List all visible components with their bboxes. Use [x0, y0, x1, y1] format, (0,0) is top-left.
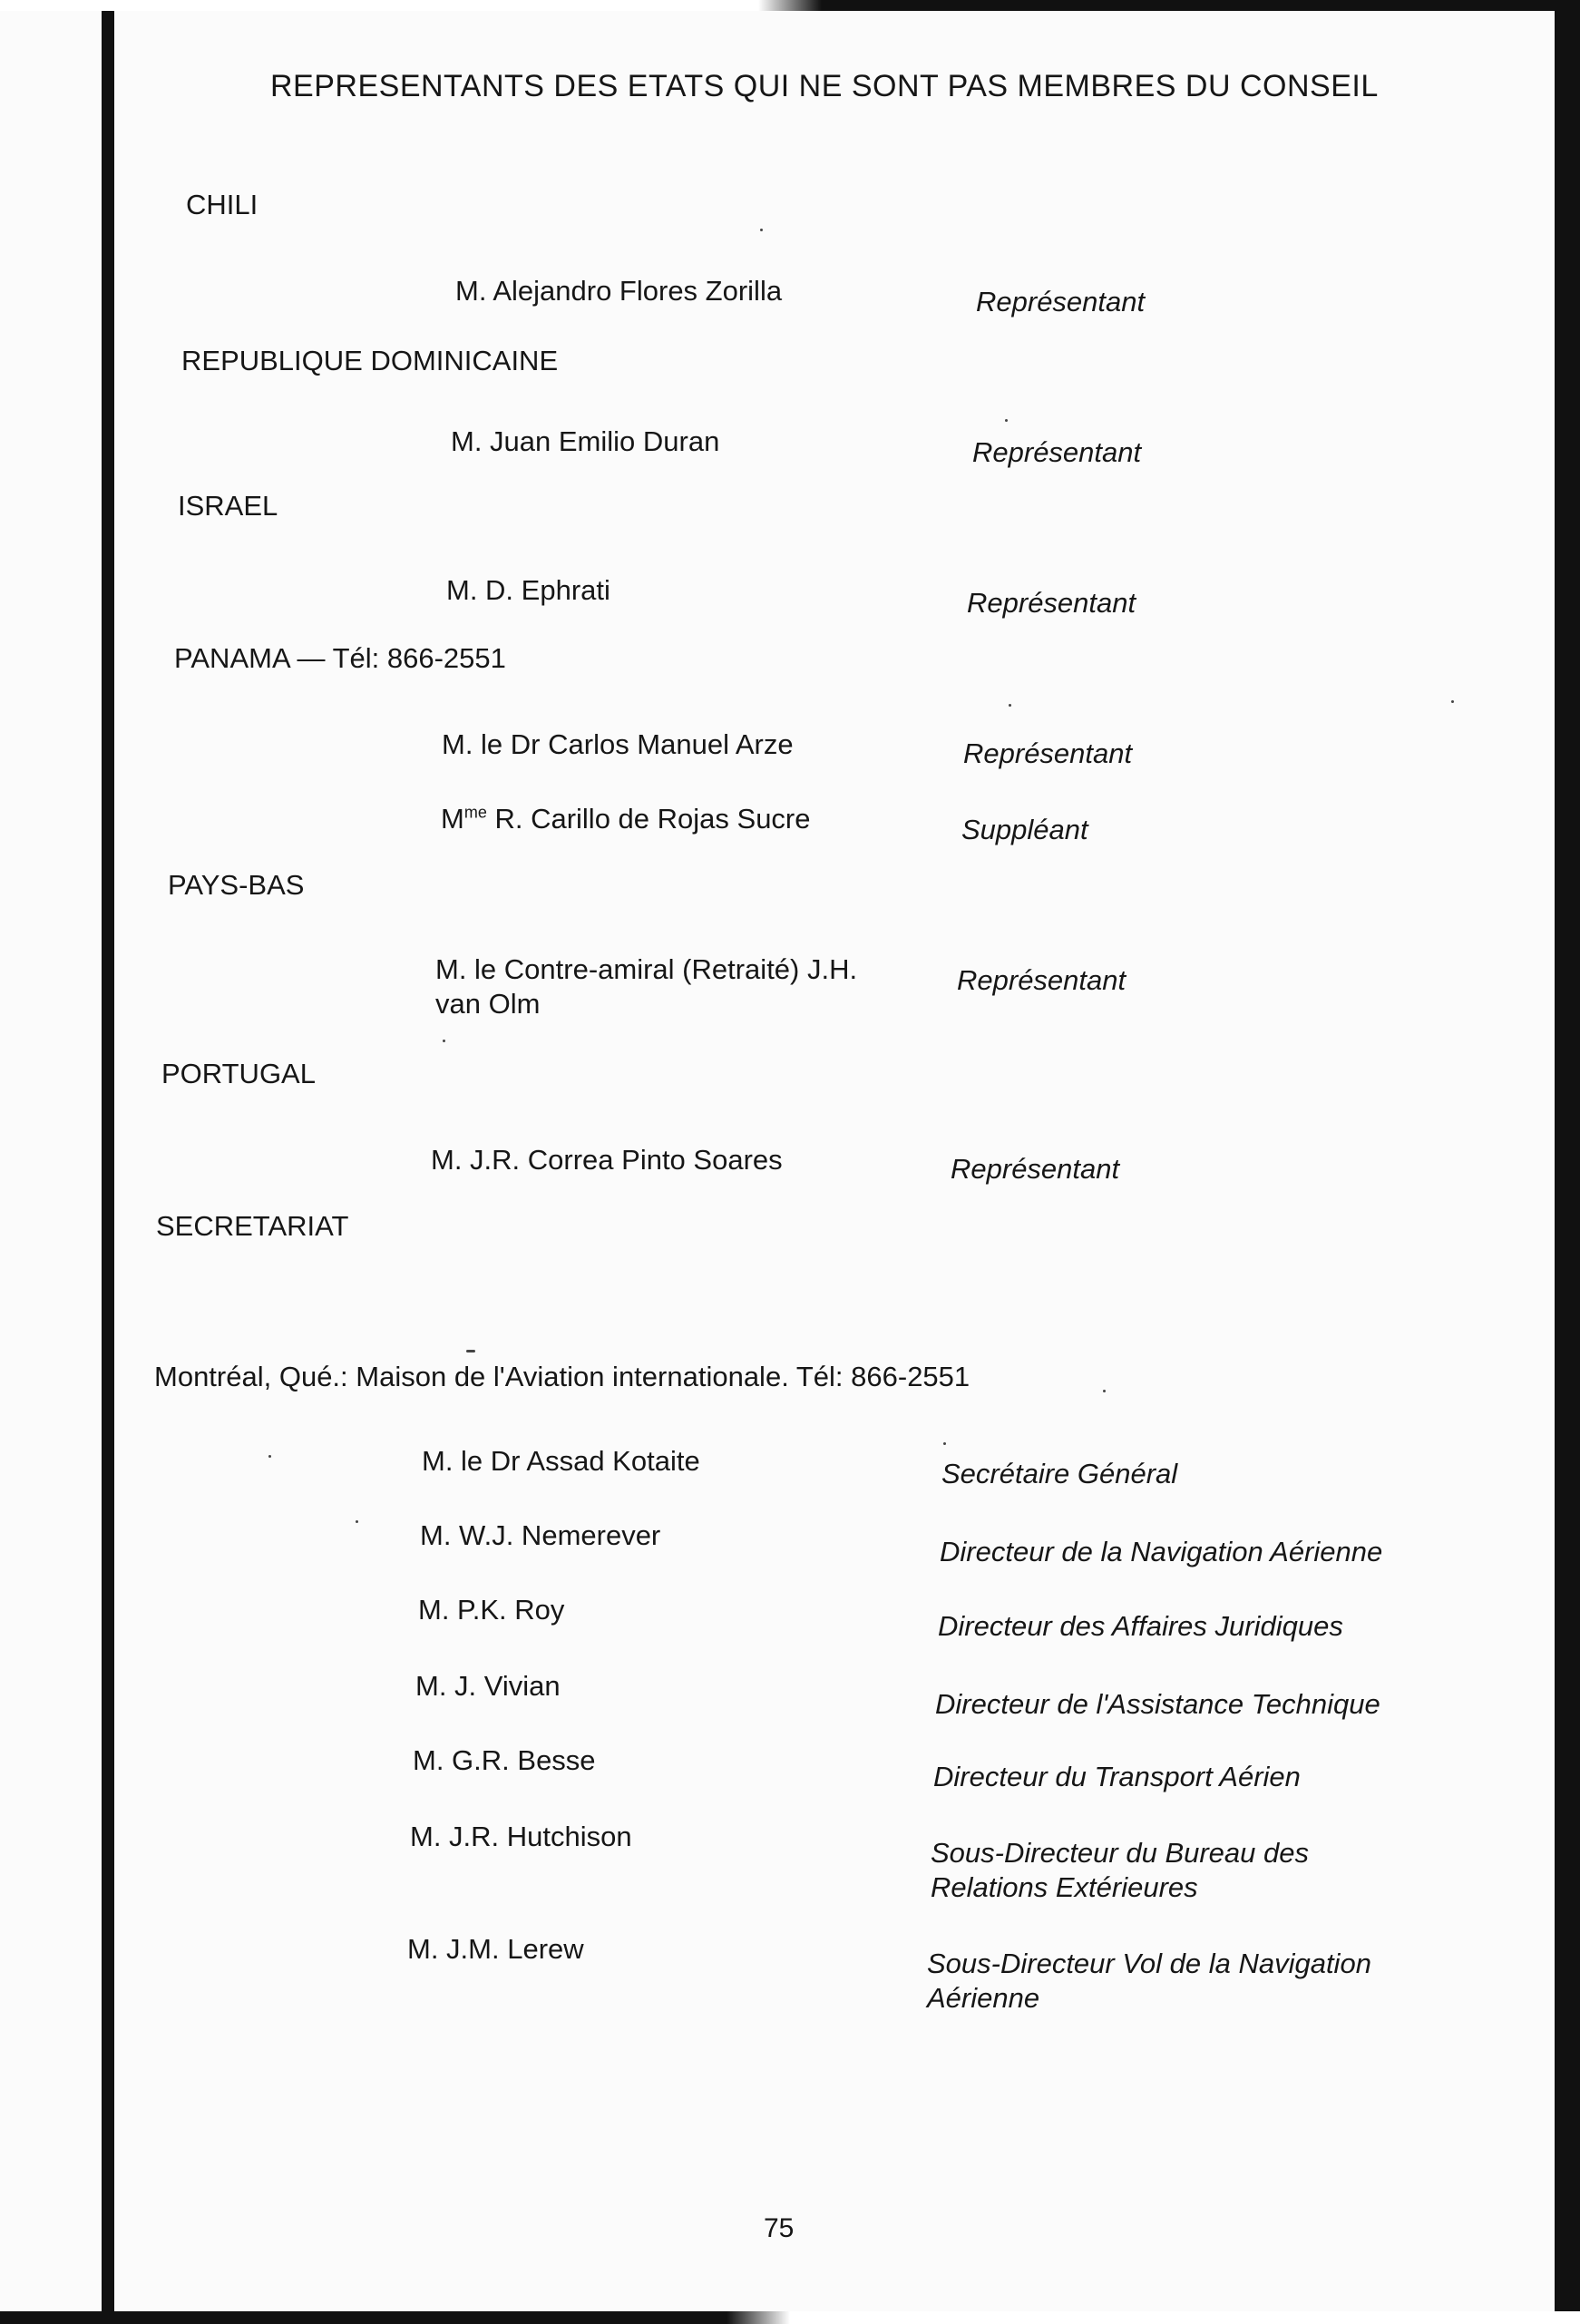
- member-role: Représentant: [976, 286, 1146, 317]
- staff-name: M. J.R. Hutchison: [410, 1821, 632, 1852]
- staff-name: M. G.R. Besse: [413, 1744, 596, 1776]
- scan-speck: [1103, 1390, 1106, 1392]
- member-role: Représentant: [967, 587, 1136, 619]
- member-role: Représentant: [951, 1153, 1120, 1185]
- scan-speck: [1451, 700, 1454, 703]
- section-portugal: PORTUGAL: [161, 1058, 316, 1089]
- scan-border-top: [0, 0, 1580, 11]
- member-name-line: van Olm: [435, 988, 541, 1020]
- page-number: 75: [764, 2213, 795, 2243]
- member-name: M. Juan Emilio Duran: [451, 425, 720, 457]
- section-pays-bas: PAYS-BAS: [168, 869, 305, 901]
- scan-speck: [268, 1455, 271, 1458]
- scan-speck: [443, 1040, 445, 1042]
- section-israel: ISRAEL: [178, 490, 278, 522]
- section-secretariat: SECRETARIAT: [156, 1210, 349, 1242]
- staff-role-line: Relations Extérieures: [931, 1871, 1198, 1903]
- member-role: Suppléant: [961, 814, 1088, 845]
- secretariat-address: Montréal, Qué.: Maison de l'Aviation internationale. Tél: 866-2551: [154, 1361, 970, 1392]
- staff-name: M. W.J. Nemerever: [420, 1519, 661, 1551]
- staff-name: M. P.K. Roy: [418, 1594, 565, 1626]
- scan-speck: [1009, 704, 1011, 707]
- scan-speck: [466, 1350, 475, 1352]
- staff-name: M. le Dr Assad Kotaite: [422, 1445, 700, 1477]
- member-role: Représentant: [972, 436, 1142, 468]
- scan-speck: [356, 1520, 358, 1523]
- member-name-line: M. le Contre-amiral (Retraité) J.H.: [435, 953, 858, 985]
- staff-role: Directeur du Transport Aérien: [933, 1761, 1301, 1792]
- staff-name: M. J.M. Lerew: [407, 1933, 584, 1965]
- section-republique-dominicaine: REPUBLIQUE DOMINICAINE: [181, 345, 559, 376]
- scan-border-right: [1555, 0, 1580, 2324]
- member-role: Représentant: [963, 737, 1133, 769]
- staff-name: M. J. Vivian: [415, 1670, 561, 1702]
- member-name: M. J.R. Correa Pinto Soares: [431, 1144, 783, 1176]
- section-chili: CHILI: [186, 189, 258, 220]
- staff-role-line: Sous-Directeur du Bureau des: [931, 1837, 1310, 1869]
- member-role: Représentant: [957, 964, 1126, 996]
- member-name: [435, 952, 857, 1021]
- member-name: M. D. Ephrati: [446, 574, 610, 606]
- scan-border-bottom: [0, 2311, 1580, 2324]
- staff-role: [931, 1836, 1309, 1905]
- member-name: $M^{me}$ R. Carillo de Rojas Sucre: [441, 803, 811, 835]
- staff-role: Directeur des Affaires Juridiques: [938, 1610, 1343, 1642]
- staff-role-line: Sous-Directeur Vol de la Navigation: [927, 1948, 1371, 1979]
- staff-role: [927, 1947, 1371, 2016]
- staff-role: Directeur de l'Assistance Technique: [935, 1688, 1380, 1720]
- scan-speck: [760, 229, 763, 231]
- staff-role: Secrétaire Général: [941, 1458, 1178, 1489]
- member-name: M. Alejandro Flores Zorilla: [455, 275, 783, 307]
- section-panama: PANAMA — Tél: 866-2551: [174, 642, 506, 674]
- scan-speck: [943, 1442, 946, 1445]
- staff-role: Directeur de la Navigation Aérienne: [940, 1536, 1383, 1567]
- scan-speck: [1005, 419, 1008, 422]
- scan-border-left: [102, 0, 114, 2324]
- page-title: REPRESENTANTS DES ETATS QUI NE SONT PAS MEMBRES DU CONSEIL: [270, 69, 1379, 103]
- staff-role-line: Aérienne: [927, 1982, 1040, 2014]
- member-name: M. le Dr Carlos Manuel Arze: [442, 728, 794, 760]
